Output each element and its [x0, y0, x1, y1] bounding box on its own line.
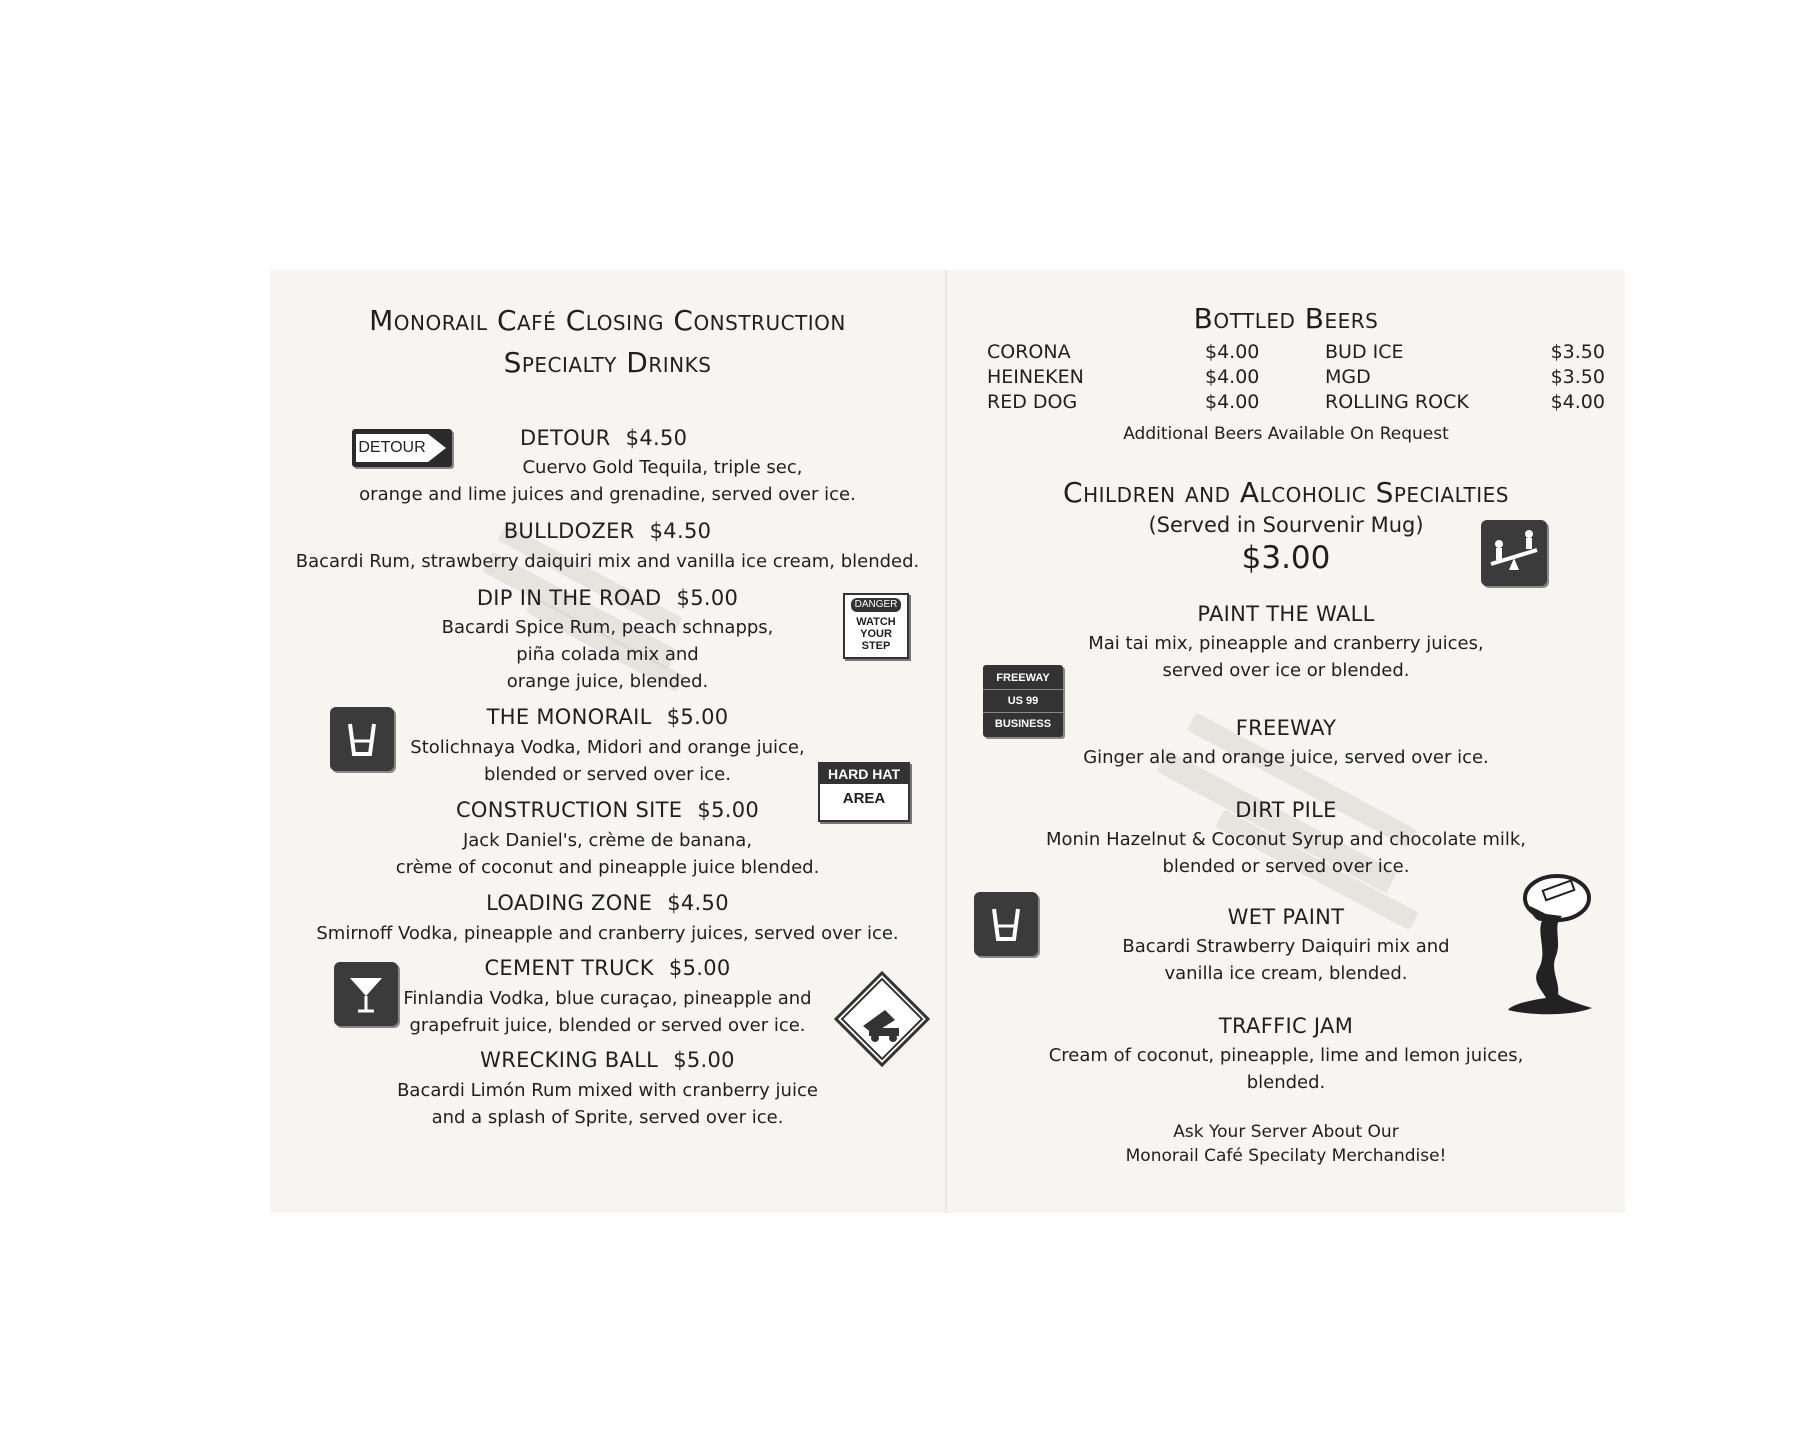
beers-note: Additional Beers Available On Request	[1123, 424, 1449, 444]
center-fold	[945, 270, 947, 1213]
menu-sheet	[270, 270, 1625, 1213]
drink-name: PAINT THE WALL	[1197, 602, 1375, 626]
beer-price: $4.00	[1205, 365, 1260, 388]
drink-description: Finlandia Vodka, blue curaçao, pineapple and	[403, 988, 812, 1009]
footer-line: Ask Your Server About Our	[1173, 1122, 1399, 1142]
drink-item	[270, 798, 945, 822]
drink-name: THE MONORAIL	[486, 705, 652, 729]
drink-description: Bacardi Spice Rum, peach schnapps,	[441, 617, 774, 638]
drink-name: DIP IN THE ROAD	[476, 586, 662, 610]
drink-description: served over ice or blended.	[1162, 660, 1410, 681]
drink-description: orange juice, blended.	[506, 671, 709, 692]
right-panel	[947, 270, 1625, 1213]
drink-description: Bacardi Rum, strawberry daiquiri mix and vanilla ice cream, blended.	[295, 551, 920, 572]
beer-name: CORONA	[987, 340, 1071, 363]
drink-description: vanilla ice cream, blended.	[1164, 963, 1408, 984]
beer-name: ROLLING ROCK	[1325, 390, 1469, 413]
drink-price: $4.50	[649, 519, 712, 543]
drink-name: LOADING ZONE	[486, 891, 653, 915]
drink-name: TRAFFIC JAM	[1218, 1014, 1354, 1038]
step-label: STEP	[861, 640, 891, 652]
drink-price: $5.00	[673, 1048, 735, 1072]
drink-description: blended or served over ice.	[484, 764, 731, 785]
drink-name: CEMENT TRUCK	[484, 956, 654, 980]
drink-name: BULLDOZER	[503, 519, 635, 543]
drink-description: Mai tai mix, pineapple and cranberry juices,	[1088, 633, 1484, 654]
beer-price: $4.00	[1550, 390, 1605, 413]
area-label: AREA	[842, 790, 886, 807]
arrow-right-icon	[428, 434, 446, 462]
business-label: BUSINESS	[994, 718, 1052, 730]
detour-sign-icon	[352, 429, 452, 467]
beer-price: $3.50	[1550, 340, 1605, 363]
beer-row	[987, 340, 1605, 365]
drink-description: crème of coconut and pineapple juice blended.	[395, 857, 820, 878]
beer-name: MGD	[1325, 365, 1371, 388]
drink-name: FREEWAY	[1235, 716, 1337, 740]
drink-description: Smirnoff Vodka, pineapple and cranberry juices, served over ice.	[316, 923, 899, 944]
drink-item	[270, 705, 945, 729]
beer-list	[987, 340, 1605, 415]
drink-name: WET PAINT	[1227, 905, 1345, 929]
beer-name: HEINEKEN	[987, 365, 1084, 388]
beer-row	[987, 365, 1605, 390]
beer-name: RED DOG	[987, 390, 1078, 413]
drink-item	[270, 519, 945, 543]
drink-description: blended or served over ice.	[1162, 856, 1410, 877]
drink-price: $5.00	[676, 586, 739, 610]
drink-price: $5.00	[668, 956, 731, 980]
drink-item	[520, 426, 920, 450]
drink-description: Ginger ale and orange juice, served over ice.	[1083, 747, 1489, 768]
footer-line: Monorail Café Specilaty Merchandise!	[1125, 1146, 1447, 1166]
drink-description: Bacardi Strawberry Daiquiri mix and	[1122, 936, 1450, 957]
beer-price: $3.50	[1550, 365, 1605, 388]
your-label: YOUR	[860, 628, 892, 640]
drink-name: DETOUR	[520, 426, 611, 450]
beer-row	[987, 390, 1605, 415]
drink-description: Cuervo Gold Tequila, triple sec,	[522, 457, 803, 478]
us-route-label: US 99	[983, 689, 1063, 713]
danger-label: DANGER	[851, 598, 901, 612]
menu-subtitle: Specialty Drinks	[503, 346, 712, 379]
drink-item	[270, 1048, 945, 1072]
watch-label: WATCH	[856, 616, 896, 628]
drink-description: Monin Hazelnut & Coconut Syrup and chocolate milk,	[1045, 829, 1527, 850]
specialties-title: Children and Alcoholic Specialties	[1063, 476, 1509, 509]
seesaw-playground-sign-icon	[1481, 520, 1547, 586]
drink-description: blended.	[1246, 1072, 1326, 1093]
specialties-subtitle: (Served in Sourvenir Mug)	[1148, 513, 1424, 537]
beer-name: BUD ICE	[1325, 340, 1404, 363]
drink-description: Jack Daniel's, crème de banana,	[462, 830, 753, 851]
drink-description: piña colada mix and	[516, 644, 699, 665]
drink-name: WRECKING BALL	[480, 1048, 659, 1072]
drink-price: $4.50	[667, 891, 729, 915]
drink-item	[270, 586, 945, 610]
detour-sign-label: DETOUR	[356, 434, 428, 462]
beer-price: $4.00	[1205, 390, 1260, 413]
specialties-price: $3.00	[1241, 540, 1331, 576]
drink-price: $5.00	[697, 798, 760, 822]
menu-title: Monorail Café Closing Construction	[369, 304, 846, 337]
drink-name: DIRT PILE	[1235, 798, 1337, 822]
drink-name: CONSTRUCTION SITE	[455, 798, 683, 822]
left-panel	[270, 270, 945, 1213]
hard-hat-label: HARD HAT	[820, 764, 908, 784]
drink-item	[270, 891, 945, 915]
drink-description: and a splash of Sprite, served over ice.	[431, 1107, 784, 1128]
drink-price: $5.00	[666, 705, 729, 729]
beer-price: $4.00	[1205, 340, 1260, 363]
drink-description: Cream of coconut, pineapple, lime and lemon juices,	[1048, 1045, 1524, 1066]
drink-description: Stolichnaya Vodka, Midori and orange juice,	[410, 737, 805, 758]
drink-price: $4.50	[625, 426, 688, 450]
beers-title: Bottled Beers	[1193, 302, 1379, 335]
drink-description: grapefruit juice, blended or served over ice.	[409, 1015, 806, 1036]
drink-description: orange and lime juices and grenadine, served over ice.	[359, 484, 856, 505]
drink-description: Bacardi Limón Rum mixed with cranberry juice	[397, 1080, 818, 1101]
freeway-sign-label: FREEWAY	[996, 672, 1050, 684]
